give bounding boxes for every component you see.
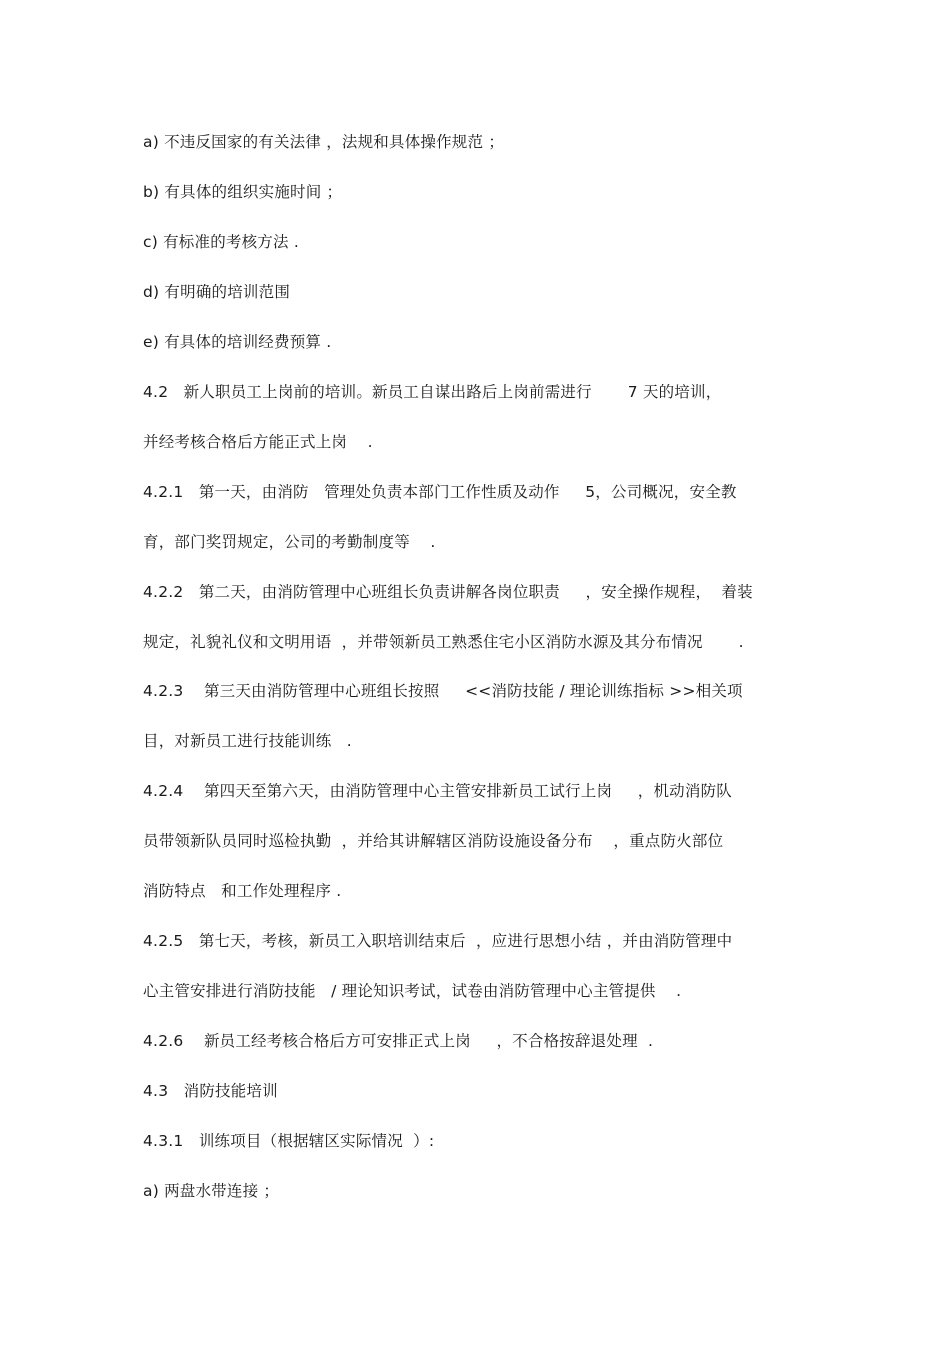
text-line: 4.2.2 第二天，由消防管理中心班组长负责讲解各岗位职责 ，安全操作规程， 着装: [143, 583, 753, 601]
text-line: c) 有标准的考核方法 .: [143, 233, 299, 251]
text-line: 消防特点 和工作处理程序 .: [143, 882, 342, 900]
text-line: d) 有明确的培训范围: [143, 283, 291, 301]
text-line: 员带领新队员同时巡检执勤 ，并给其讲解辖区消防设施设备分布 ，重点防火部位: [143, 832, 724, 850]
text-line: 心主管安排进行消防技能 / 理论知识考试，试卷由消防管理中心主管提供 .: [143, 982, 682, 1000]
text-line: 4.2 新人职员工上岗前的培训。新员工自谋出路后上岗前需进行 7 天的培训，: [143, 383, 722, 401]
text-line: a) 两盘水带连接 ；: [143, 1182, 280, 1200]
text-line: 4.2.5 第七天，考核，新员工入职培训结束后 ，应进行思想小结 ，并由消防管理中: [143, 932, 733, 950]
text-line: 4.3.1 训练项目（根据辖区实际情况 ）:: [143, 1132, 435, 1150]
text-line: a) 不违反国家的有关法律 ，法规和具体操作规范 ；: [143, 133, 505, 151]
text-line: 并经考核合格后方能正式上岗 .: [143, 433, 373, 451]
text-line: e) 有具体的培训经费预算 .: [143, 333, 332, 351]
section-heading: 4.3 消防技能培训: [143, 1082, 278, 1100]
text-line: b) 有具体的组织实施时间 ；: [143, 183, 343, 201]
text-line: 目，对新员工进行技能训练 .: [143, 732, 352, 750]
text-line: 4.2.1 第一天，由消防 管理处负责本部门工作性质及动作 5，公司概况，安全教: [143, 483, 737, 501]
text-line: 4.2.4 第四天至第六天，由消防管理中心主管安排新员工试行上岗 ，机动消防队: [143, 782, 732, 800]
text-line: 4.2.3 第三天由消防管理中心班组长按照 <<消防技能 / 理论训练指标 >>相关项: [143, 682, 743, 700]
text-line: 4.2.6 新员工经考核合格后方可安排正式上岗 ，不合格按辞退处理 .: [143, 1032, 654, 1050]
text-line: 规定，礼貌礼仪和文明用语 ，并带领新员工熟悉住宅小区消防水源及其分布情况 .: [143, 633, 744, 651]
text-line: 育，部门奖罚规定，公司的考勤制度等 .: [143, 533, 436, 551]
